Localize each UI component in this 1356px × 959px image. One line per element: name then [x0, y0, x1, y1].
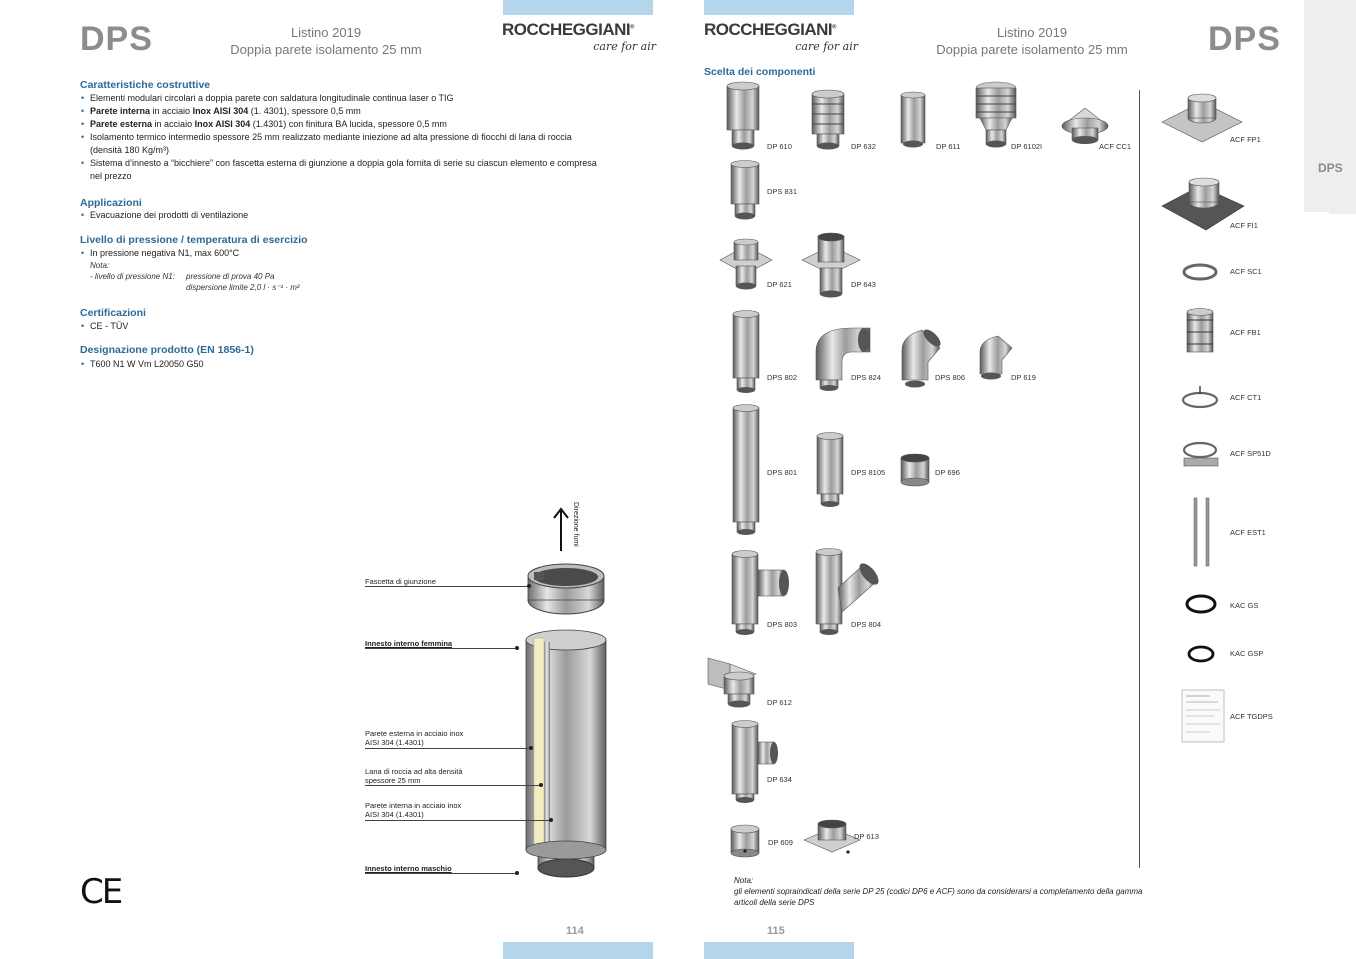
ce-mark-icon: CE [80, 872, 122, 912]
accessory-gsp-image [1186, 642, 1216, 666]
component-dps831-image [728, 160, 762, 222]
component-dp643-image [800, 232, 862, 302]
list-item: • CE - TÜV [80, 320, 660, 333]
registered-mark: ® [630, 24, 635, 31]
leader-dot [549, 818, 553, 822]
component-label: DP 609 [768, 838, 793, 847]
leader-dot [539, 783, 543, 787]
top-blue-tab [704, 0, 854, 15]
component-label: DPS 803 [767, 620, 798, 629]
callout-fascetta: Fascetta di giunzione [365, 577, 436, 586]
leader-dot [527, 584, 531, 588]
leader-dot [529, 746, 533, 750]
section-title-componenti: Scelta dei componenti [704, 66, 816, 78]
pressure-note: Nota: - livello di pressione N1: pressione di prova 40 Pa dispersione limite 2,0 l · s⁻¹ · m² [90, 261, 300, 292]
component-label: DPS 804 [851, 620, 882, 629]
leader-line [365, 785, 541, 786]
list-item: • In pressione negativa N1, max 600°C [80, 247, 660, 260]
leader-line [365, 648, 517, 649]
brand-tagline: care for air [593, 40, 656, 53]
component-dps801-image [730, 404, 762, 540]
component-dp610-image [723, 82, 763, 152]
callout-lana-roccia: Lana di roccia ad alta densità spessore 25 mm [365, 767, 463, 785]
component-label: DP 643 [851, 280, 876, 289]
callout-parete-interna: Parete interna in acciaio inox AISI 304 (1.4301) [365, 801, 462, 819]
component-label: DP 696 [935, 468, 960, 477]
accessory-label: KAC GS [1230, 601, 1259, 610]
component-label: DP 621 [767, 280, 792, 289]
accessory-fb1-image [1184, 308, 1216, 358]
leader-dot [515, 646, 519, 650]
list-certificazioni [80, 320, 660, 333]
brand-name: ROCCHEGGIANI [704, 20, 833, 39]
accessory-label: ACF SP51D [1230, 449, 1271, 458]
leader-line [365, 820, 551, 821]
accessory-sc1-image [1182, 260, 1218, 284]
accessory-label: ACF FI1 [1230, 221, 1258, 230]
list-item: • Parete esterna in acciaio Inox AISI 304 (1.4301) con finitura BA lucida, spessore 0,5 mm [80, 118, 660, 131]
callout-femmina: Innesto interno femmina [365, 639, 453, 648]
component-dps802-image [730, 310, 762, 396]
series-code: DPS [1208, 20, 1281, 58]
accessory-label: KAC GSP [1230, 649, 1264, 658]
component-dp621-image [718, 238, 774, 294]
right-page [678, 0, 1356, 959]
accessory-ct1-image [1180, 382, 1220, 412]
accessory-label: ACF EST1 [1230, 528, 1266, 537]
component-dp696-image [898, 452, 932, 490]
accessory-label: ACF CT1 [1230, 393, 1262, 402]
section-title-applicazioni: Applicazioni [80, 197, 142, 209]
component-label: DP 612 [767, 698, 792, 707]
listino-year: Listino 2019 [290, 25, 362, 40]
registered-mark: ® [832, 24, 837, 31]
section-title-designazione: Designazione prodotto (EN 1856-1) [80, 344, 254, 356]
note-title: Nota: [734, 876, 754, 885]
accessory-sp51d-image [1180, 436, 1220, 470]
listino-year: Listino 2019 [996, 25, 1068, 40]
accessory-label: ACF FB1 [1230, 328, 1261, 337]
component-dps806-image [898, 326, 944, 392]
header-title [206, 24, 446, 58]
component-dps824-image [812, 322, 874, 394]
footnote [734, 875, 1154, 908]
accessory-gs-image [1184, 592, 1218, 616]
list-item: • Parete interna in acciaio Inox AISI 304 (1. 4301), spessore 0,5 mm [80, 105, 660, 118]
leader-line [365, 873, 517, 874]
list-pressione [80, 247, 660, 260]
column-divider [1139, 90, 1140, 868]
component-label: DPS 831 [767, 187, 798, 196]
component-label: DP 610 [767, 142, 792, 151]
list-item: • Elementi modulari circolari a doppia parete con saldatura longitudinale continua laser o TIG [80, 92, 660, 105]
accessory-label: ACF SC1 [1230, 267, 1262, 276]
component-dp632-image [808, 90, 848, 152]
component-dp612-image [706, 654, 766, 712]
list-designazione [80, 358, 660, 371]
side-tab-corner [1304, 180, 1356, 214]
brand-logo [502, 20, 662, 53]
accessory-label: ACF FP1 [1230, 135, 1261, 144]
page-number: 115 [767, 925, 785, 937]
brand-name: ROCCHEGGIANI [502, 20, 631, 39]
component-label: DPS 824 [851, 373, 882, 382]
component-label: DPS 801 [767, 468, 798, 477]
component-label: DP 611 [936, 142, 961, 151]
component-label: DP 6102I [1011, 142, 1043, 151]
section-title-certificazioni: Certificazioni [80, 307, 146, 319]
header-title [912, 24, 1152, 58]
pipe-section-diagram [520, 560, 620, 890]
list-item: • T600 N1 W Vm L20050 G50 [80, 358, 660, 371]
accessory-tgdps-image [1180, 688, 1226, 744]
list-applicazioni [80, 209, 660, 222]
component-label: DP 613 [854, 832, 879, 841]
component-label: ACF CC1 [1099, 142, 1132, 151]
component-dps8105-image [814, 432, 846, 512]
listino-subtitle: Doppia parete isolamento 25 mm [230, 42, 422, 57]
list-item: • Evacuazione dei prodotti di ventilazione [80, 209, 660, 222]
list-item: • Sistema d’innesto a “bicchiere” con fascetta esterna di giunzione a doppia gola fornita di serie su ciascun elemento e compresa nel prezzo [80, 157, 660, 183]
brand-logo [704, 20, 864, 53]
component-label: DP 619 [1011, 373, 1036, 382]
direction-label: Direzione fumi [572, 502, 579, 547]
listino-subtitle: Doppia parete isolamento 25 mm [936, 42, 1128, 57]
component-dp613-image [802, 818, 862, 862]
note-text: gli elementi sopraindicati della serie DP 25 (codici DP6 e ACF) sono da considerarsi a completamento della gamma articoli della serie DPS [734, 887, 1143, 907]
component-label: DP 632 [851, 142, 876, 151]
callout-parete-esterna: Parete esterna in acciaio inox AISI 304 (1.4301) [365, 729, 464, 747]
list-caratteristiche [80, 92, 660, 183]
accessory-label: ACF TGDPS [1230, 712, 1273, 721]
bottom-blue-tab [503, 942, 653, 959]
section-title-pressione: Livello di pressione / temperatura di esercizio [80, 234, 308, 246]
list-item: • Isolamento termico intermedio spessore 25 mm realizzato mediante iniezione ad alta pressione di fiocchi di lana di roccia (densità 180 Kg/m³) [80, 131, 660, 157]
bottom-blue-tab [704, 942, 854, 959]
component-dp634-image [728, 720, 780, 810]
component-dp611-image [898, 92, 928, 152]
brand-tagline: care for air [795, 40, 858, 53]
callout-maschio: Innesto interno maschio [365, 864, 452, 873]
component-label: DPS 806 [935, 373, 966, 382]
component-label: DPS 802 [767, 373, 798, 382]
component-dp619-image [976, 332, 1016, 386]
leader-dot [515, 871, 519, 875]
leader-line [365, 748, 531, 749]
leader-line [365, 586, 529, 587]
side-tab-label: DPS [1318, 161, 1343, 175]
page-number: 114 [566, 925, 584, 937]
accessory-est1-image [1190, 494, 1214, 570]
component-dp609-image [728, 824, 762, 862]
section-title-caratteristiche: Caratteristiche costruttive [80, 79, 211, 91]
component-label: DPS 8105 [851, 468, 886, 477]
component-label: DP 634 [767, 775, 792, 784]
series-code: DPS [80, 20, 153, 58]
top-blue-tab [503, 0, 653, 15]
